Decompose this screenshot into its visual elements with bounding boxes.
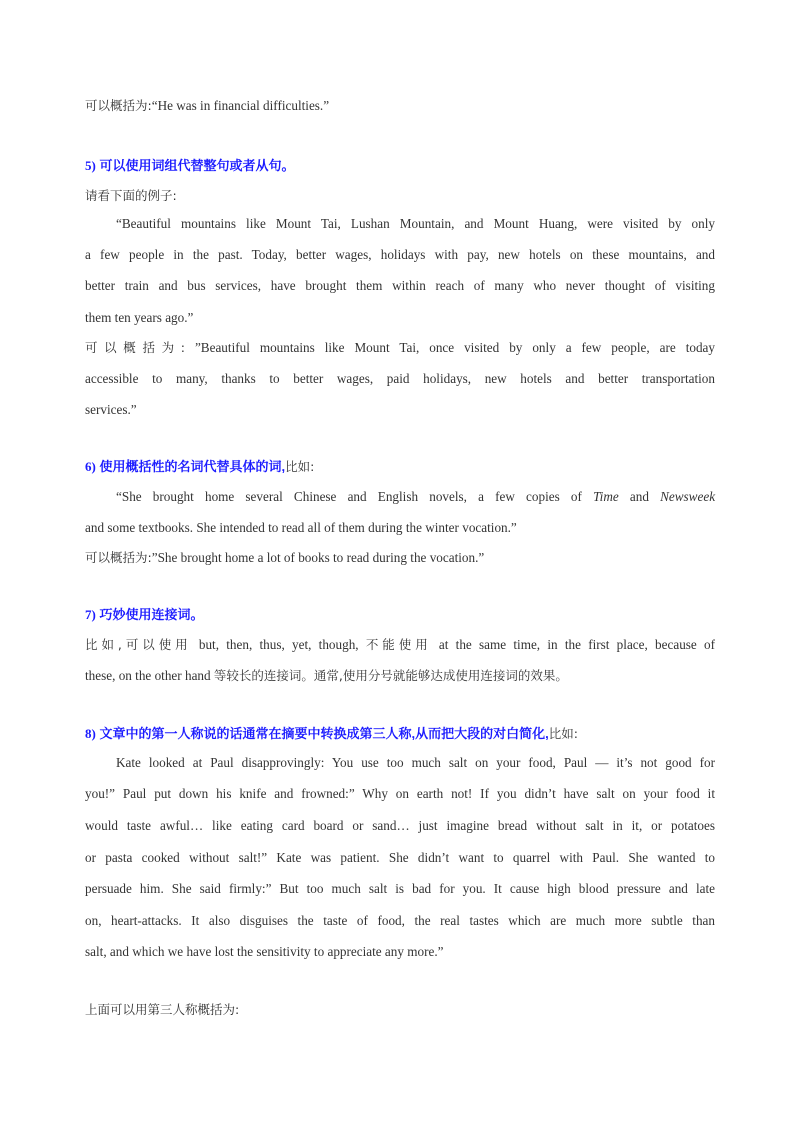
section-5-number: 5) [85,158,96,173]
closing-line: 上面可以用第三人称概括为: [85,1002,240,1017]
section-6-quote-line: and some textbooks. She intended to read all of them during the winter vocation.” [85,520,517,535]
section-8-quote-line: you!” Paul put down his knife and frowned:” Why on earth not! If you didn’t have salt on your food it [85,786,715,801]
section-6-summary-text: ”She brought home a lot of books to read during the vocation.” [151,550,485,565]
section-6-summary-lead: 可以概括为: [85,550,152,565]
summary-line [85,97,329,115]
section-7-text-c: 不能使用 [365,637,432,652]
section-5-quote-line: better train and bus services, have brought them within reach of many who never thought of visiting [85,278,715,293]
section-8-title-tail: 比如: [548,726,578,741]
section-5-quote-line: “Beautiful mountains like Mount Tai, Lushan Mountain, and Mount Huang, were visited by only [116,216,715,231]
section-8-quote-line: Kate looked at Paul disapprovingly: You use too much salt on your food, Paul — it’s not good for [116,755,715,770]
magazine-title-time: Time [593,489,619,504]
section-8-quote-line: or pasta cooked without salt!” Kate was patient. She didn’t want to quarrel with Paul. She wanted to [85,850,715,865]
section-5-quote-line: them ten years ago.” [85,310,194,325]
section-5-summary-lead: 可以概括为: [85,340,185,355]
section-5-summary-line: services.” [85,402,137,417]
section-5-quote-line: a few people in the past. Today, better wages, holidays with pay, new hotels on these mountains, and [85,247,715,262]
section-8-heading [85,725,578,743]
section-8-quote-line: on, heart-attacks. It also disguises the taste of food, the real tastes which are much more subtle than [85,913,715,928]
section-5-summary-text: ”Beautiful mountains like Mount Tai, once visited by only a few people, are today [194,340,716,355]
section-6-title-tail: 比如: [285,459,315,474]
section-7-number: 7) [85,607,96,622]
section-5-heading [85,157,294,175]
section-6-title: 使用概括性的名词代替具体的词, [99,459,286,474]
summary-lead: 可以概括为: [85,98,152,113]
section-6-quote-line [116,488,715,506]
section-8-quote-line: persuade him. She said firmly:” But too much salt is bad for you. It cause high blood pressure and late [85,881,715,896]
section-7-heading [85,606,203,624]
section-7-text-b: but, then, thus, yet, though, [198,637,359,652]
section-5-title: 可以使用词组代替整句或者从句。 [99,158,295,173]
section-7-line [85,636,715,654]
summary-text: “He was in financial difficulties.” [151,98,330,113]
section-6-summary-line [85,549,484,567]
section-7-text-f: 等较长的连接词。通常,使用分号就能够达成使用连接词的效果。 [213,668,568,683]
section-7-text-e: these, on the other hand [85,668,211,683]
section-7-line [85,667,568,685]
section-5-summary-line [85,339,715,357]
section-6-quote-text: “She brought home several Chinese and English novels, a few copies of [116,489,582,504]
magazine-title-newsweek: Newsweek [660,489,716,504]
section-8-quote-line: would taste awful… like eating card board or sand… just imagine bread without salt in it, or potatoes [85,818,715,833]
section-8-quote-line: salt, and which we have lost the sensitivity to appreciate any more.” [85,944,444,959]
section-5-intro: 请看下面的例子: [85,188,177,203]
section-8-title: 文章中的第一人称说的话通常在摘要中转换成第三人称,从而把大段的对白简化, [99,726,549,741]
section-7-text-d: at the same time, in the first place, because of [438,637,716,652]
section-8-number: 8) [85,726,96,741]
conjunction-and: and [629,489,649,504]
section-6-heading [85,458,314,476]
section-5-summary-line: accessible to many, thanks to better wages, paid holidays, new hotels and better transportation [85,371,715,386]
section-7-text-a: 比如,可以使用 [85,637,192,652]
section-6-number: 6) [85,459,96,474]
section-7-title: 巧妙使用连接词。 [99,607,204,622]
